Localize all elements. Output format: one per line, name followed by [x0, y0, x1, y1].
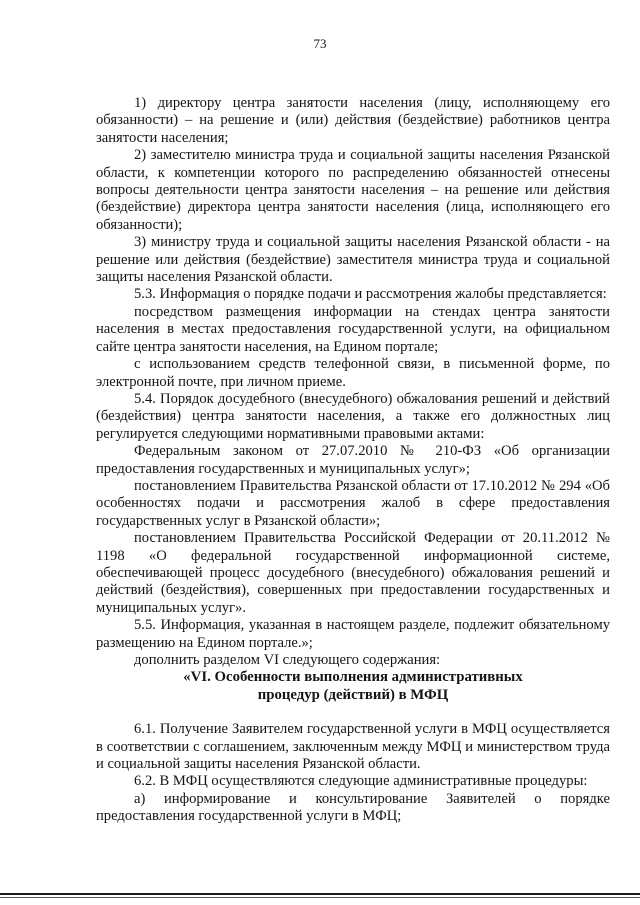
section-heading: процедур (действий) в МФЦ — [257, 686, 449, 703]
paragraph: 2) заместителю министра труда и социальной защиты населения Рязанской области, к компетенции которого по распределению обязанностей отнесены вопросы деятельности центра занятости населения – на решение или действия (бездействие) директора центра занятости населения (лица, исполняющего его обязанности); — [96, 147, 610, 233]
paragraph: с использованием средств телефонной связи, в письменной форме, по электронной почте, при личном приеме. — [96, 356, 610, 390]
paragraph: посредством размещения информации на стендах центра занятости населения в местах предоставления государственной услуги, на официальном сайте центра занятости населения, на Едином портале; — [96, 303, 610, 355]
paragraph: Федеральным законом от 27.07.2010 № 210-ФЗ «Об организации предоставления государственных и муниципальных услуг»; — [96, 443, 610, 477]
section-heading: «VI. Особенности выполнения административных — [183, 669, 523, 686]
footer-rule — [0, 897, 640, 898]
paragraph: 6.1. Получение Заявителем государственной услуги в МФЦ осуществляется в соответствии с соглашением, заключенным между МФЦ и министерством труда и социальной защиты населения Рязанской области. — [96, 721, 610, 773]
paragraph: дополнить разделом VI следующего содержания: — [134, 652, 441, 668]
paragraph: 6.2. В МФЦ осуществляются следующие административные процедуры: — [134, 773, 588, 790]
paragraph: 5.5. Информация, указанная в настоящем разделе, подлежит обязательному размещению на Едином портале.»; — [96, 617, 610, 651]
paragraph: 5.4. Порядок досудебного (внесудебного) обжалования решений и действий (бездействия) центра занятости населения, а также его должностных лиц регулируется следующими нормативными правовыми актами: — [96, 390, 610, 442]
paragraph: 3) министру труда и социальной защиты населения Рязанской области - на решение или действия (бездействие) заместителя министра труда и социальной защиты населения Рязанской области. — [96, 234, 610, 286]
paragraph: постановлением Правительства Рязанской области от 17.10.2012 № 294 «Об особенностях подачи и рассмотрения жалоб в сфере предоставления государственных услуг в Рязанской области»; — [96, 477, 610, 529]
paragraph: а) информирование и консультирование Заявителей о порядке предоставления государственной услуги в МФЦ; — [96, 790, 610, 825]
paragraph: постановлением Правительства Российской Федерации от 20.11.2012 № 1198 «О федеральной государственной информационной системе, обеспечивающей процесс досудебного (внесудебного) обжалования решений и действий (бездействия), совершенных при предоставлении государственных и муниципальных услуг». — [96, 530, 610, 616]
paragraph: 1) директору центра занятости населения (лицу, исполняющему его обязанности) – на решение и (или) действия (бездействие) работников центра занятости населения; — [96, 95, 610, 146]
paragraph: 5.3. Информация о порядке подачи и рассмотрения жалобы представляется: — [134, 286, 607, 303]
spacer — [96, 704, 610, 721]
footer-rule — [0, 893, 640, 895]
document-body — [96, 95, 610, 826]
page-number: 73 — [313, 36, 327, 51]
